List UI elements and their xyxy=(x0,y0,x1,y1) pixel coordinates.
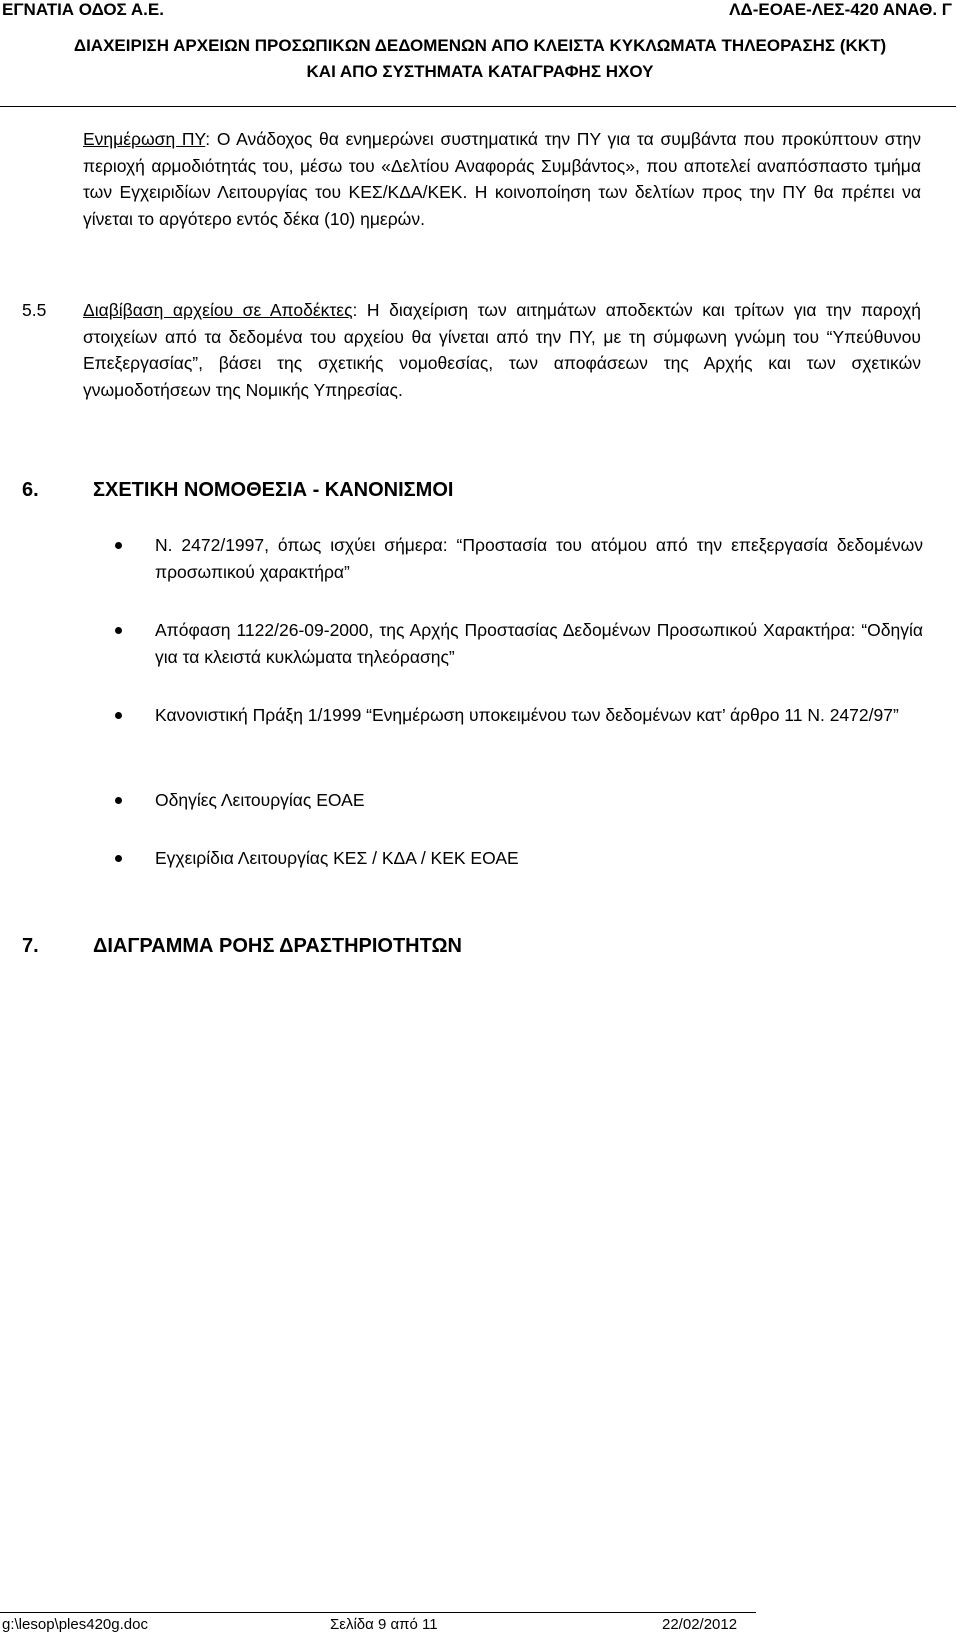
footer-date: 22/02/2012 xyxy=(662,1616,738,1633)
section-6-heading xyxy=(22,479,453,502)
list-item-text: Ν. 2472/1997, όπως ισχύει σήμερα: “Προστασία του ατόμου από την επεξεργασία δεδομένων προσωπικού χαρακτήρα” xyxy=(155,535,923,582)
paragraph-number: 5.5 xyxy=(22,300,47,320)
bullet-icon xyxy=(115,712,122,719)
paragraph-text: : Η διαχείριση των αιτημάτων αποδεκτών και τρίτων για την παροχή στοιχείων από τα δεδομένα του αρχείου θα γίνεται από την ΠΥ, με τη σύμφωνη γνώμη του “Υπεύθυνου Επεξεργασίας”, βάσει της σχετικής νομοθεσίας, των αποφάσεων της Αρχής και των σχετικών γνωμοδοτήσεων της Νομικής Υπηρεσίας. xyxy=(83,300,922,400)
bullet-icon xyxy=(115,627,122,634)
paragraph-label: Διαβίβαση αρχείου σε Αποδέκτες xyxy=(83,300,353,320)
footer-divider xyxy=(0,1612,756,1613)
list-item xyxy=(155,532,923,585)
bullet-icon xyxy=(115,542,122,549)
list-item-text: Οδηγίες Λειτουργίας ΕΟΑΕ xyxy=(155,790,365,810)
list-item xyxy=(155,787,923,814)
footer-file-path: g:\lesop\ples420g.doc xyxy=(2,1616,148,1633)
list-item xyxy=(155,617,923,670)
list-item xyxy=(155,702,923,729)
section-title: ΣΧΕΤΙΚΗ ΝΟΜΟΘΕΣΙΑ - ΚΑΝΟΝΙΣΜΟΙ xyxy=(93,479,454,501)
paragraph-label: Ενημέρωση ΠΥ xyxy=(83,129,206,149)
bullet-icon xyxy=(115,797,122,804)
bullet-icon xyxy=(115,855,122,862)
header-divider xyxy=(0,106,956,107)
section-title: ΔΙΑΓΡΑΜΜΑ ΡΟΗΣ ΔΡΑΣΤΗΡΙΟΤΗΤΩΝ xyxy=(93,935,462,957)
header-title-line1: ΔΙΑΧΕΙΡΙΣΗ ΑΡΧΕΙΩΝ ΠΡΟΣΩΠΙΚΩΝ ΔΕΔΟΜΕΝΩΝ ΑΠΟ ΚΛΕΙΣΤΑ ΚΥΚΛΩΜΑΤΑ ΤΗΛΕΟΡΑΣΗΣ (ΚΚΤ) xyxy=(73,36,887,55)
header-doc-code: ΛΔ-ΕΟΑΕ-ΛΕΣ-420 ΑΝΑΘ. Γ xyxy=(729,0,952,19)
page-header xyxy=(0,0,960,22)
list-item-text: Εγχειρίδια Λειτουργίας ΚΕΣ / ΚΔΑ / ΚΕΚ ΕΟΑΕ xyxy=(155,848,519,868)
section-7-heading xyxy=(22,935,462,958)
paragraph-pu-update xyxy=(83,126,921,232)
list-item-text: Απόφαση 1122/26-09-2000, της Αρχής Προστασίας Δεδομένων Προσωπικού Χαρακτήρα: “Οδηγία για τα κλειστά κυκλώματα τηλεόρασης” xyxy=(155,620,923,667)
header-title-line2: ΚΑΙ ΑΠΟ ΣΥΣΤΗΜΑΤΑ ΚΑΤΑΓΡΑΦΗΣ ΗΧΟΥ xyxy=(306,62,654,81)
header-company: ΕΓΝΑΤΙΑ ΟΔΟΣ Α.Ε. xyxy=(2,0,164,19)
footer-page-number: Σελίδα 9 από 11 xyxy=(330,1616,438,1633)
paragraph-5-5 xyxy=(22,297,921,403)
section-number: 6. xyxy=(22,479,39,501)
list-item-text: Κανονιστική Πράξη 1/1999 “Ενημέρωση υποκειμένου των δεδομένων κατ’ άρθρο 11 Ν. 2472/97” xyxy=(155,705,899,725)
paragraph-text: : Ο Ανάδοχος θα ενημερώνει συστηματικά την ΠΥ για τα συμβάντα που προκύπτουν στην περιοχή αρμοδιότητάς του, μέσω του «Δελτίου Αναφοράς Συμβάντος», που αποτελεί αναπόσπαστο τμήμα των Εγχειριδίων Λειτουργίας του ΚΕΣ/ΚΔΑ/ΚΕΚ. Η κοινοποίηση των δελτίων προς την ΠΥ θα πρέπει να γίνεται το αργότερο εντός δέκα (10) ημερών. xyxy=(83,129,921,229)
list-item xyxy=(155,845,923,872)
section-number: 7. xyxy=(22,935,39,957)
